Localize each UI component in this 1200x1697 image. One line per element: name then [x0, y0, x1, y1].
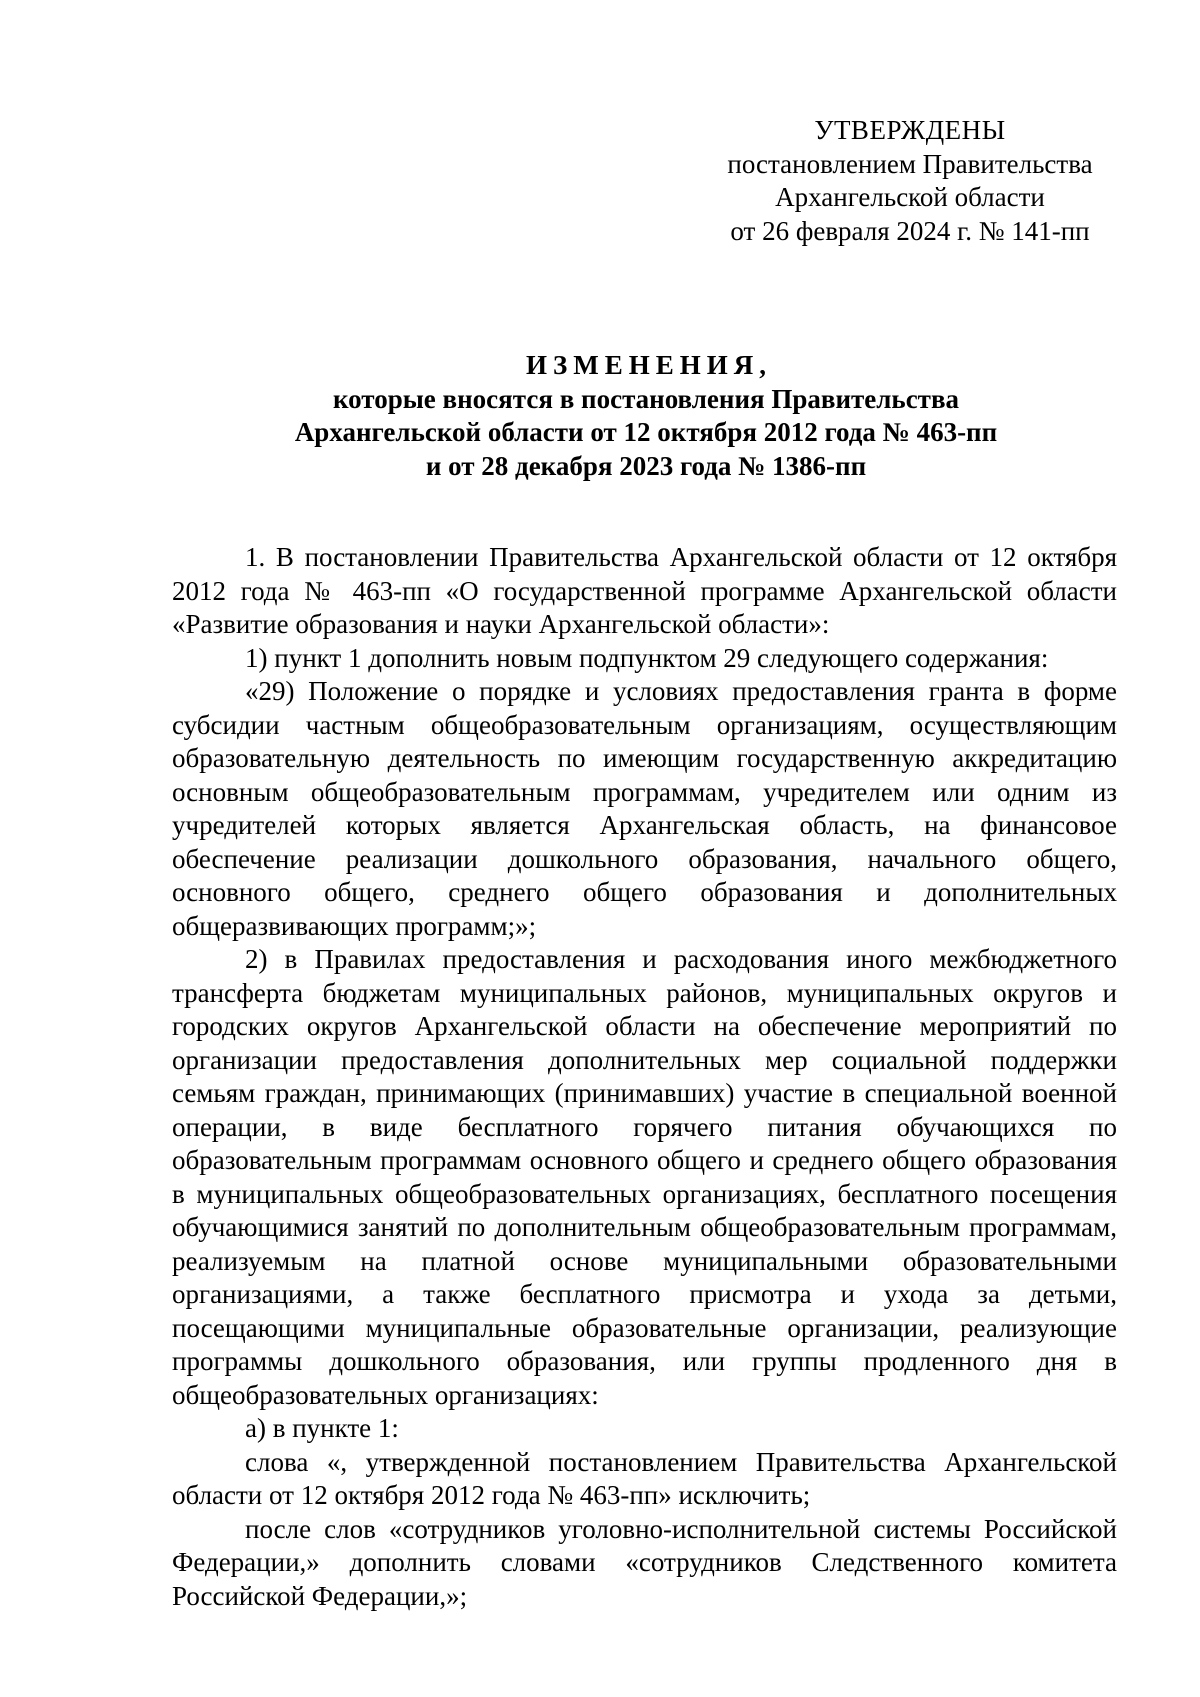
- body-paragraph: 1) пункт 1 дополнить новым подпунктом 29 следующего содержания:: [245, 642, 1049, 673]
- document-body: [172, 541, 1117, 1613]
- body-paragraph: а) в пункте 1:: [245, 1413, 399, 1443]
- body-paragraph: слова «, утвержденной постановлением Правительства Архангельской области от 12 октября 2012 года № 463-пп» исключить;: [172, 1446, 1117, 1510]
- body-paragraph: после слов «сотрудников уголовно-исполнительной системы Российской Федерации,» дополнить словами «сотрудников Следственного комитета Российской Федерации,»;: [172, 1513, 1117, 1611]
- approval-line: Архангельской области: [775, 182, 1045, 212]
- heading-line: которые вносятся в постановления Правительства: [332, 383, 960, 414]
- approval-line: постановлением Правительства: [727, 148, 1093, 179]
- approval-block: [680, 114, 1140, 248]
- approval-line: от 26 февраля 2024 г. № 141-пп: [730, 215, 1090, 246]
- body-paragraph: «29) Положение о порядке и условиях предоставления гранта в форме субсидии частным общеобразовательным организациям, осуществляющим образовательную деятельность по имеющим государственную аккредитацию основным общеобразовательным программам, учредителем или одним из учредителей которых является Архангельская область, на финансовое обеспечение реализации дошкольного образования, начального общего, основного общего, среднего общего образования и дополнительных общеразвивающих программ;»;: [172, 676, 1117, 941]
- body-paragraph: 1. В постановлении Правительства Архангельской области от 12 октября 2012 года № 463-пп «О государственной программе Архангельской области «Развитие образования и науки Архангельской области»:: [172, 542, 1117, 639]
- approval-title: УТВЕРЖДЕНЫ: [814, 115, 1006, 145]
- heading-line: и от 28 декабря 2023 года № 1386-пп: [425, 450, 867, 481]
- document-heading: [170, 349, 1122, 483]
- heading-line: Архангельской области от 12 октября 2012 года № 463-пп: [294, 417, 998, 447]
- body-paragraph: 2) в Правилах предоставления и расходования иного межбюджетного трансферта бюджетам муниципальных районов, муниципальных округов и городских округов Архангельской области на обеспечение мероприятий по организации предоставления дополнительных мер социальной поддержки семьям граждан, принимающих (принимавших) участие в специальной военной операции, в виде бесплатного горячего питания обучающихся по образовательным программам основного общего и среднего общего образования в муниципальных общеобразовательных организациях, бесплатного посещения обучающимися занятий по дополнительным общеобразовательным программам, реализуемым на платной основе муниципальными образовательными организациями, а также бесплатного присмотра и ухода за детьми, посещающими муниципальные образовательные организации, реализующие программы дошкольного образования, или группы продленного дня в общеобразовательных организациях:: [172, 944, 1117, 1410]
- heading-title: ИЗМЕНЕНИЯ,: [525, 350, 772, 380]
